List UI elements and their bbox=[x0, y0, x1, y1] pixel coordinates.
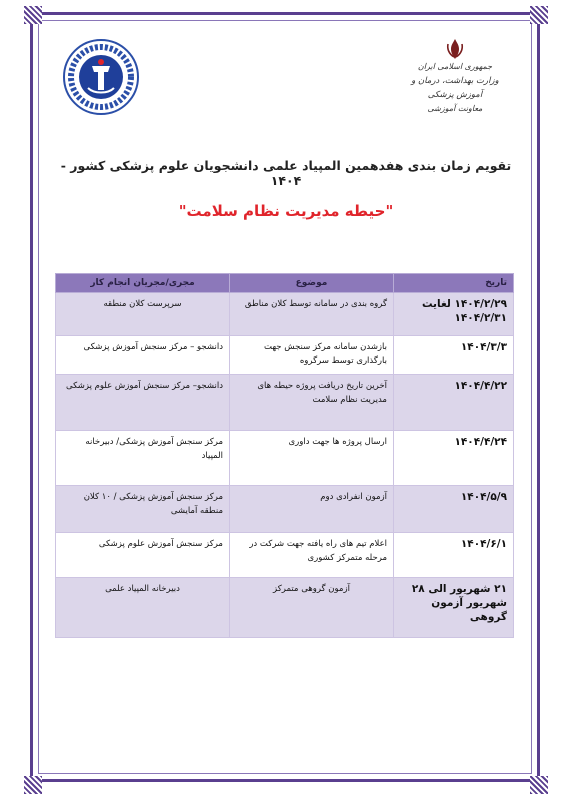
page-subtitle: "حیطه مدیریت نظام سلامت" bbox=[178, 202, 394, 220]
row-executor: سرپرست کلان منطقه bbox=[56, 293, 230, 336]
table-row bbox=[56, 533, 514, 578]
header-subject: موضوع bbox=[230, 274, 394, 293]
row-date: ۱۴۰۴/۴/۲۲ bbox=[394, 375, 514, 431]
row-executor: مرکز سنجش آموزش پزشکی/ دبیرخانه المپیاد bbox=[56, 431, 230, 486]
table-header-row bbox=[56, 274, 514, 293]
table-row bbox=[56, 375, 514, 431]
row-subject: گروه بندی در سامانه توسط کلان مناطق bbox=[230, 293, 394, 336]
row-date: ۲۱ شهریور الی ۲۸ شهریور آزمون گروهی bbox=[394, 578, 514, 638]
row-executor: دبیرخانه المپیاد علمی bbox=[56, 578, 230, 638]
corner-ornament bbox=[24, 6, 42, 24]
row-date: ۱۴۰۴/۲/۲۹ لغایت ۱۴۰۴/۲/۳۱ bbox=[394, 293, 514, 336]
ministry-logo bbox=[400, 38, 510, 126]
row-date: ۱۴۰۴/۳/۳ bbox=[394, 336, 514, 375]
row-date: ۱۴۰۴/۵/۹ bbox=[394, 486, 514, 533]
olympiad-logo bbox=[62, 38, 140, 116]
header-executor: مجری/مجریان انجام کار bbox=[56, 274, 230, 293]
ministry-line-1: جمهوری اسلامی ایران bbox=[417, 62, 493, 71]
row-executor: دانشجو– مرکز سنجش آموزش علوم پزشکی bbox=[56, 375, 230, 431]
row-subject: اعلام تیم های راه یافته جهت شرکت در مرحله متمرکز کشوری bbox=[230, 533, 394, 578]
table-row bbox=[56, 293, 514, 336]
corner-ornament bbox=[530, 6, 548, 24]
table-row bbox=[56, 431, 514, 486]
ministry-line-2: وزارت بهداشت، درمان و آموزش پزشکی bbox=[411, 76, 499, 100]
olympiad-logo-icon bbox=[62, 38, 140, 116]
row-executor: دانشجو – مرکز سنجش آموزش پزشکی bbox=[56, 336, 230, 375]
row-executor: مرکز سنجش آموزش علوم پزشکی bbox=[56, 533, 230, 578]
row-subject: بازشدن سامانه مرکز سنجش جهت بارگذاری توسط سرگروه bbox=[230, 336, 394, 375]
iran-emblem-icon bbox=[445, 38, 465, 60]
schedule-table bbox=[55, 273, 514, 638]
table-row bbox=[56, 486, 514, 533]
corner-ornament bbox=[24, 776, 42, 794]
ministry-line-3: معاونت آموزشی bbox=[427, 104, 483, 113]
page-title: تقویم زمان بندی هفدهمین المپیاد علمی دانشجویان علوم پزشکی کشور - ۱۴۰۴ bbox=[60, 158, 512, 188]
row-date: ۱۴۰۴/۴/۲۴ bbox=[394, 431, 514, 486]
row-executor: مرکز سنجش آموزش پزشکی / ۱۰ کلان منطقه آمایشی bbox=[56, 486, 230, 533]
row-subject: آزمون انفرادی دوم bbox=[230, 486, 394, 533]
row-date: ۱۴۰۴/۶/۱ bbox=[394, 533, 514, 578]
row-subject: ارسال پروژه ها جهت داوری bbox=[230, 431, 394, 486]
header-date: تاریخ bbox=[394, 274, 514, 293]
table-row bbox=[56, 578, 514, 638]
corner-ornament bbox=[530, 776, 548, 794]
row-subject: آزمون گروهی متمرکز bbox=[230, 578, 394, 638]
row-subject: آخرین تاریخ دریافت پروژه حیطه های مدیریت نظام سلامت bbox=[230, 375, 394, 431]
table-row bbox=[56, 336, 514, 375]
